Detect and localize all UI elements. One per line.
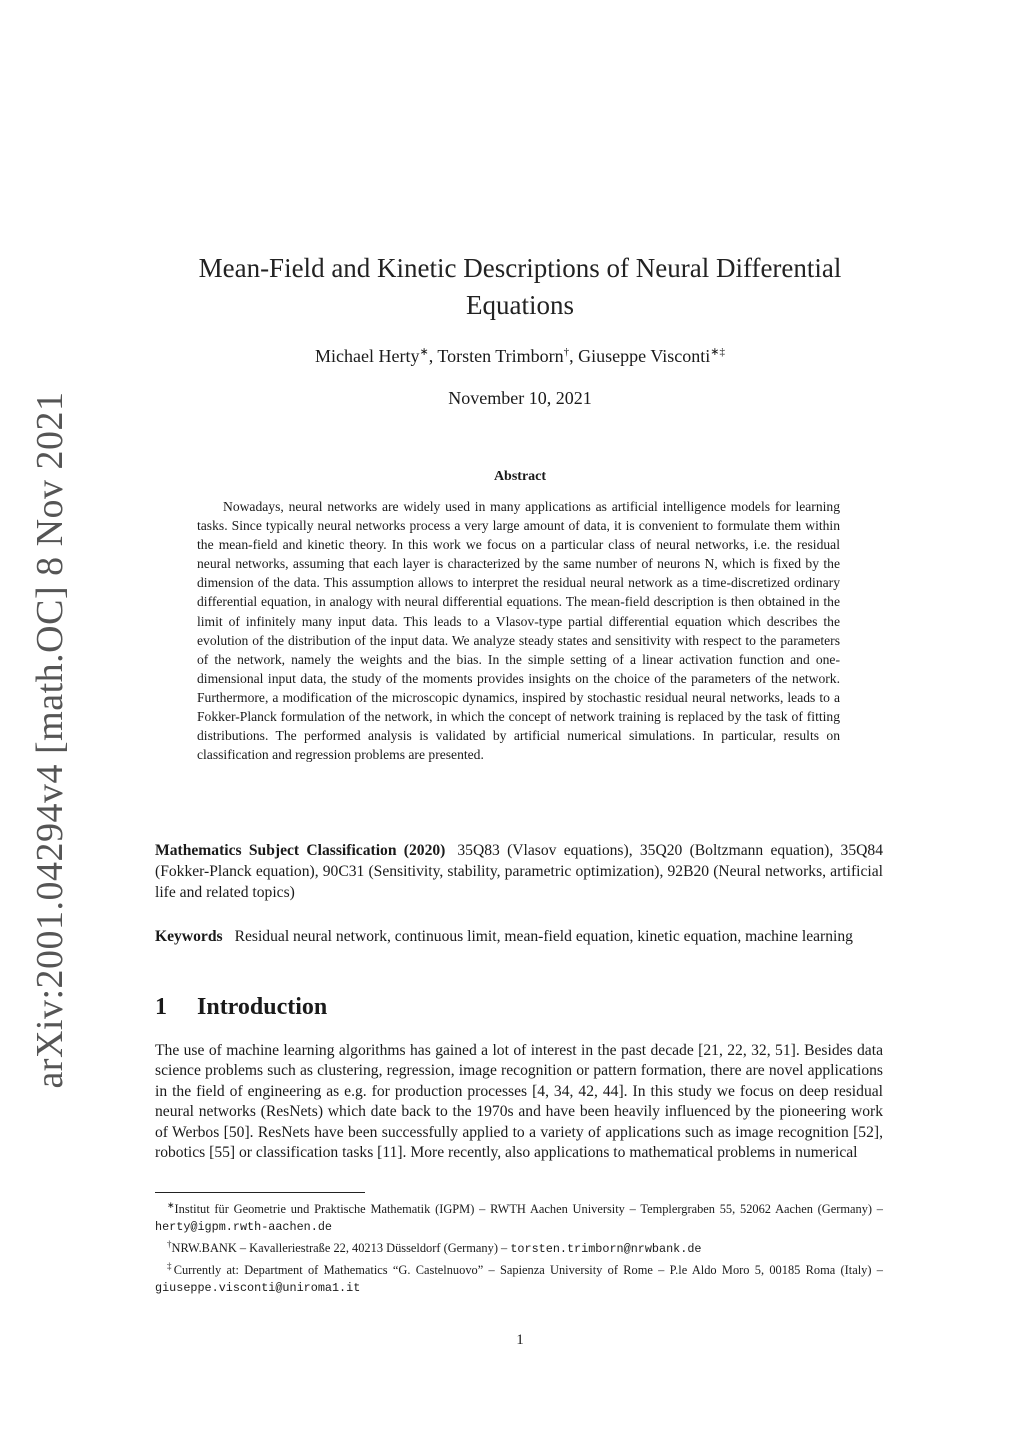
keywords-text: Residual neural network, continuous limit, mean-field equation, kinetic equation, machine learning [234, 928, 853, 945]
section-heading-introduction [155, 994, 883, 1021]
arxiv-identifier: arXiv:2001.04294v4 [math.OC] 8 Nov 2021 [29, 391, 71, 1089]
footnote-text: NRW.BANK – Kavalleriestraße 22, 40213 Düsseldorf (Germany) – [171, 1241, 511, 1256]
paper-date: November 10, 2021 [448, 388, 592, 408]
paper-title [150, 250, 890, 324]
abstract-body: Nowadays, neural networks are widely used in many applications as artificial intelligence models for learning tasks. Since typically neural networks process a very large amount of data, it is convenient to formulate them within the mean-field and kinetic theory. In this work we focus on a particular class of neural networks, i.e. the residual neural networks, assuming that each layer is characterized by the same number of neurons N, which is fixed by the dimension of the data. This assumption allows to interpret the residual neural network as a time-discretized ordinary differential equation, in analogy with neural differential equations. The mean-field description is then obtained in the limit of infinitely many input data. This leads to a Vlasov-type partial differential equation which describes the evolution of the distribution of the input data. We analyze steady states and sensitivity with respect to the parameters of the network, namely the weights and the bias. In the simple setting of a linear activation function and one-dimensional input data, the study of the moments provides insights on the choice of the parameters of the network. Furthermore, a modification of the microscopic dynamics, inspired by stochastic residual neural networks, leads to a Fokker-Planck formulation of the network, in which the concept of network training is replaced by the task of fitting distributions. The performed analysis is validated by artificial numerical simulations. In particular, results on classification and regression problems are presented. [197, 499, 840, 763]
author-separator: , [428, 346, 438, 366]
author-visconti-mark: ∗‡ [710, 346, 725, 358]
footnote-text: Institut für Geometrie und Praktische Mathematik (IGPM) – RWTH Aachen University – Templergraben 55, 52062 Aachen (Germany) – [174, 1202, 883, 1217]
footnote-mark: ∗ [167, 1200, 175, 1210]
msc-label: Mathematics Subject Classification (2020) [155, 842, 446, 859]
abstract-heading: Abstract [493, 469, 547, 484]
author-trimborn-mark: † [563, 346, 570, 358]
footnote-trimborn [155, 1236, 883, 1258]
author-herty-mark: ∗ [419, 346, 429, 358]
email-visconti[interactable]: giuseppe.visconti@uniroma1.it [155, 1281, 361, 1296]
footnote-mark: † [167, 1239, 172, 1250]
author-trimborn: Torsten Trimborn [437, 346, 564, 366]
author-herty: Michael Herty [315, 346, 420, 366]
author-visconti: Giuseppe Visconti [578, 346, 711, 366]
email-trimborn[interactable]: torsten.trimborn@nrwbank.de [510, 1242, 702, 1257]
section-title: Introduction [197, 994, 328, 1020]
footnote-herty [155, 1197, 883, 1236]
author-separator: , [569, 346, 579, 366]
title-line-1: Mean-Field and Kinetic Descriptions of Neural Differential [198, 253, 842, 283]
introduction-paragraph: The use of machine learning algorithms has gained a lot of interest in the past decade [21, 22, 32, 51]. Besides data science problems such as clustering, regression, image recognition or pattern formation, there are novel applications in the field of engineering as e.g. for production processes [4, 34, 42, 44]. In this study we focus on deep residual neural networks (ResNets) which date back to the 1970s and have been heavily influenced by the pioneering work of Werbos [50]. ResNets have been successfully applied to a variety of applications such as image recognition [52], robotics [55] or classification tasks [11]. More recently, also applications to mathematical problems in numerical [155, 1042, 883, 1162]
author-list [150, 345, 890, 367]
email-herty[interactable]: herty@igpm.rwth-aachen.de [155, 1220, 332, 1235]
msc-classification [155, 840, 883, 903]
keywords-label: Keywords [155, 928, 223, 945]
section-number: 1 [155, 994, 167, 1020]
footnotes [155, 1197, 883, 1297]
footnote-divider [155, 1192, 365, 1193]
keywords [155, 926, 883, 947]
title-line-2: Equations [466, 290, 574, 320]
msc-text: 35Q83 (Vlasov equations), 35Q20 (Boltzmann equation), 35Q84 (Fokker-Planck equation), 90C31 (Sensitivity, stability, parametric optimization), 92B20 (Neural networks, artificial life and related topics) [155, 842, 883, 901]
page-number: 1 [516, 1332, 524, 1348]
footnote-mark: ‡ [167, 1261, 174, 1272]
footnote-text: Currently at: Department of Mathematics “G. Castelnuovo” – Sapienza University of Rome – P.le Aldo Moro 5, 00185 Roma (Italy) – [173, 1263, 883, 1278]
footnote-visconti [155, 1258, 883, 1297]
